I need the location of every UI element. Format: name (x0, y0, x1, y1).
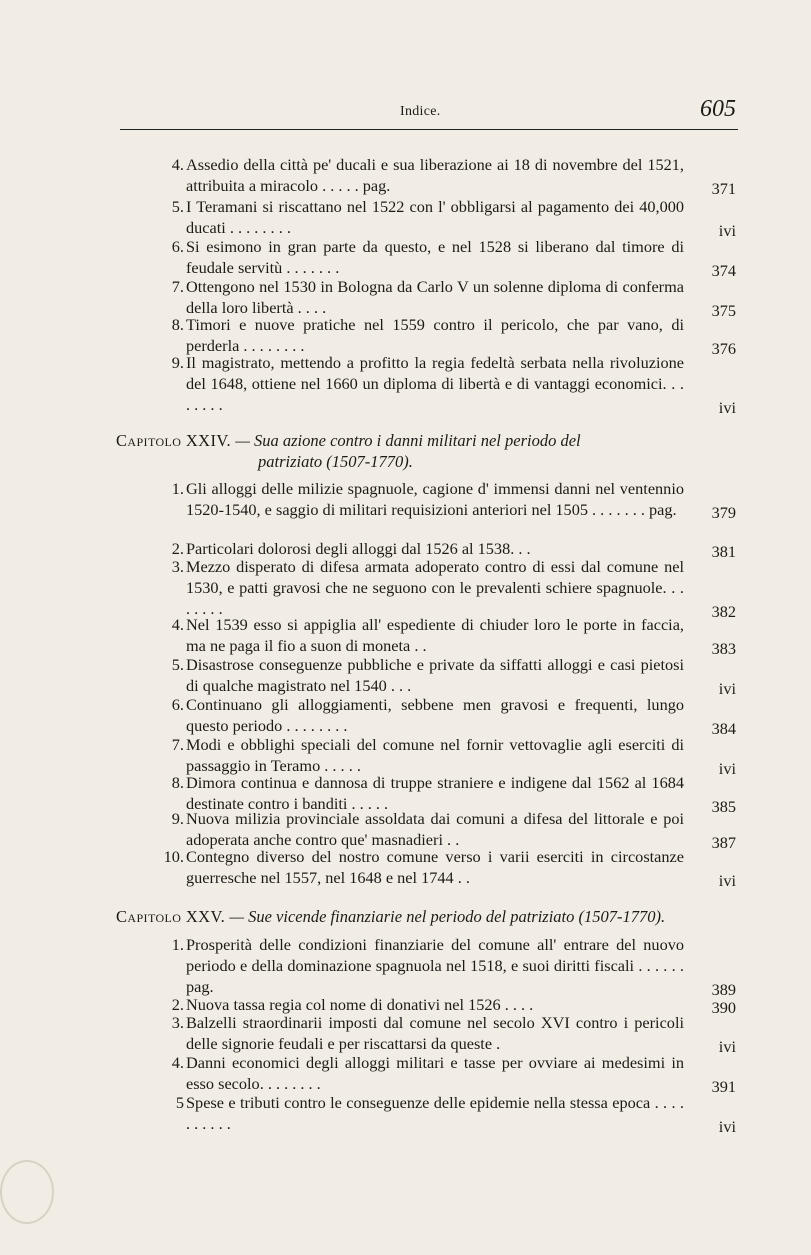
entry-text: Dimora continua e dannosa di truppe straniere e indigene dal 1562 al 1684 destinate contro i banditi . . . . . (186, 773, 684, 813)
entry-number: 9. (171, 809, 184, 828)
entry-number: 6. (171, 695, 184, 714)
entry-page: ivi (718, 1037, 736, 1056)
index-entry (150, 1012, 740, 1054)
entry-page: 389 (711, 980, 736, 999)
entry-page: ivi (718, 221, 736, 240)
entry-text: Nel 1539 esso si appiglia all' espediente di chiuder loro le porte in faccia, ma ne paga il fio a suon di moneta . . (186, 615, 684, 655)
index-entry (150, 808, 740, 850)
chapter-heading (116, 906, 740, 927)
entry-page: 385 (711, 797, 736, 816)
index-entry (150, 694, 740, 736)
entry-text: Ottengono nel 1530 in Bologna da Carlo V un solenne diploma di conferma della loro libertà . . . . (186, 277, 684, 317)
entry-page: ivi (718, 871, 736, 890)
entry-number: 3. (171, 557, 184, 576)
entry-text: Assedio della città pe' ducali e sua liberazione ai 18 di novembre del 1521, attribuita a miracolo . . . . . pag. (186, 155, 684, 195)
entry-number: 10. (163, 847, 184, 866)
entry-number: 8. (171, 315, 184, 334)
entry-text: I Teramani si riscattano nel 1522 con l' obbligarsi al pagamento dei 40,000 ducati . . . . . . . . (186, 197, 684, 237)
running-head-title: Indice. (400, 104, 441, 119)
entry-number: 2. (171, 995, 184, 1014)
header-rule (120, 129, 738, 130)
index-entry (150, 314, 740, 356)
index-entry (150, 556, 740, 619)
index-entry (150, 734, 740, 776)
entry-page: 384 (711, 719, 736, 738)
entry-page: 383 (711, 639, 736, 658)
entry-text: Timori e nuove pratiche nel 1559 contro il pericolo, che par vano, di perderla . . . . . . . . (186, 315, 684, 355)
entry-text: Prosperità delle condizioni finanziarie del comune all' entrare del nuovo periodo e della dominazione spagnuola nel 1518, e suoi diritti fiscali . . . . . . pag. (186, 935, 684, 996)
entry-text: Gli alloggi delle milizie spagnuole, cagione d' immensi danni nel ventennio 1520-1540, e saggio di militari requisizioni anteriori nel 1505 . . . . . . . pag. (186, 479, 684, 519)
entry-page: 381 (711, 542, 736, 561)
index-entry (150, 236, 740, 278)
index-entry (150, 654, 740, 696)
entry-number: 2. (171, 539, 184, 558)
entry-text: Il magistrato, mettendo a profitto la regia fedeltà serbata nella rivoluzione del 1648, ottiene nel 1660 un diploma di libertà e di vantaggi economici. . . . . . . . (186, 353, 684, 414)
entry-number: 4. (171, 155, 184, 174)
entry-text: Modi e obblighi speciali del comune nel fornir vettovaglie agli eserciti di passaggio in Teramo . . . . . (186, 735, 684, 775)
running-head (120, 96, 736, 132)
entry-number: 1. (171, 479, 184, 498)
entry-page: ivi (718, 1117, 736, 1136)
entry-number: 4. (171, 1053, 184, 1072)
entry-page: 375 (711, 301, 736, 320)
index-entry (150, 352, 740, 415)
entry-page: 387 (711, 833, 736, 852)
entry-page: ivi (718, 759, 736, 778)
entry-number: 5. (171, 655, 184, 674)
entry-text: Disastrose conseguenze pubbliche e private da siffatti alloggi e casi pietosi di qualche magistrato nel 1540 . . . (186, 655, 684, 695)
entry-page: 376 (711, 339, 736, 358)
chapter-title: — Sua azione contro i danni militari nel periodo del (235, 431, 581, 450)
page-number: 605 (700, 96, 736, 122)
entry-page: 391 (711, 1077, 736, 1096)
index-entry (150, 276, 740, 318)
index-entry (150, 1092, 740, 1134)
entry-number: 6. (171, 237, 184, 256)
entry-number: 4. (171, 615, 184, 634)
index-entry (150, 154, 740, 196)
entry-number: 5. (171, 197, 184, 216)
entry-page: ivi (718, 679, 736, 698)
entry-number: 1. (171, 935, 184, 954)
index-entry (150, 196, 740, 238)
entry-text: Spese e tributi contro le conseguenze delle epidemie nella stessa epoca . . . . . . . . . . (186, 1093, 684, 1133)
entry-text: Si esimono in gran parte da questo, e nel 1528 si liberano dal timore di feudale servitù . . . . . . . (186, 237, 684, 277)
chapter-label: Capitolo XXV. (116, 907, 226, 926)
entry-page: 374 (711, 261, 736, 280)
entry-number: 7. (171, 277, 184, 296)
entry-number: 7. (171, 735, 184, 754)
entry-text: Mezzo disperato di difesa armata adoperato contro di essi dal comune nel 1530, e patti gravosi che ne seguono con le prevalenti schiere spagnuole. . . . . . . . (186, 557, 684, 618)
entry-page: 390 (711, 998, 736, 1017)
entry-text: Continuano gli alloggiamenti, sebbene men gravosi e frequenti, lungo questo periodo . . . . . . . . (186, 695, 684, 735)
entry-text: Nuova milizia provinciale assoldata dai comuni a difesa del littorale e poi adoperata anche contro que' masnadieri . . (186, 809, 684, 849)
entry-text: Particolari dolorosi degli alloggi dal 1526 al 1538. . . (186, 539, 531, 558)
entry-text: Balzelli straordinarii imposti dal comune nel secolo XVI contro i pericoli delle signorie feudali e per riscattarsi da queste . (186, 1013, 684, 1053)
entry-number: 3. (171, 1013, 184, 1032)
paper-stain (0, 1160, 54, 1224)
entry-number: 9. (171, 353, 184, 372)
entry-number: 5 (175, 1093, 184, 1112)
entry-page: ivi (718, 398, 736, 417)
entry-text: Nuova tassa regia col nome di donativi nel 1526 . . . . (186, 995, 534, 1014)
index-entry (150, 478, 740, 520)
entry-page: 371 (711, 179, 736, 198)
entry-text: Contegno diverso del nostro comune verso i varii eserciti in circostanze guerresche nel 1557, nel 1648 e nel 1744 . . (186, 847, 684, 887)
entry-page: 379 (711, 503, 736, 522)
entry-number: 8. (171, 773, 184, 792)
index-entry (150, 846, 740, 888)
index-entry (150, 934, 740, 997)
chapter-heading (116, 430, 740, 472)
entry-text: Danni economici degli alloggi militari e tasse per ovviare ai medesimi in esso secolo. . . . . . . . (186, 1053, 684, 1093)
chapter-title-continued: patriziato (1507-1770). (258, 452, 413, 471)
chapter-title: — Sue vicende finanziarie nel periodo del patriziato (1507-1770). (229, 907, 666, 926)
chapter-label: Capitolo XXIV. (116, 431, 232, 450)
entry-page: 382 (711, 602, 736, 621)
index-entry (150, 614, 740, 656)
index-entry (150, 1052, 740, 1094)
